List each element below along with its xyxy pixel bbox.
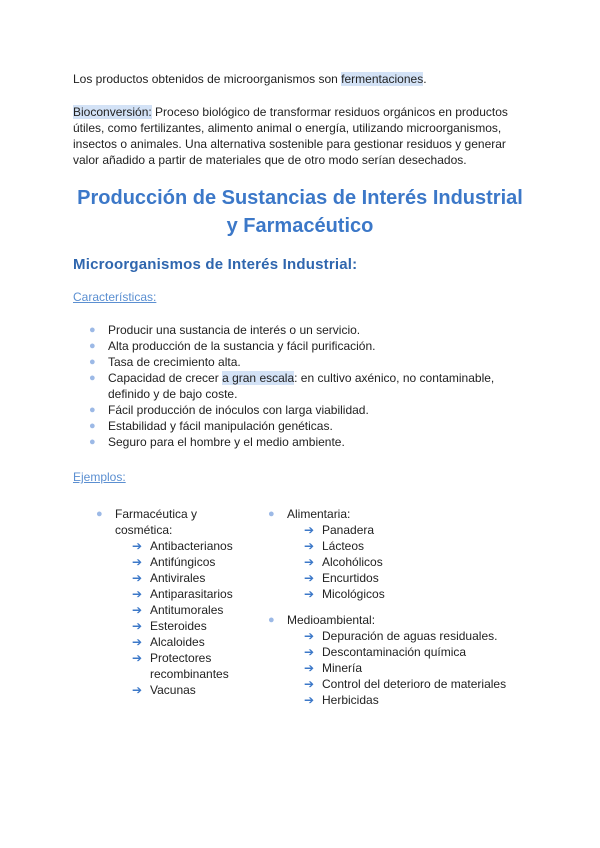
list-item: ➔ Lácteos	[304, 539, 365, 553]
list-item	[268, 612, 548, 708]
arrow-icon: ➔	[304, 555, 315, 569]
list-item: ➔ Descontaminación química	[304, 645, 467, 659]
bullet-icon: ●	[89, 436, 96, 448]
bullet-icon: ●	[268, 614, 275, 626]
arrow-icon: ➔	[304, 693, 315, 707]
arrow-icon: ➔	[304, 587, 315, 601]
list-item	[268, 506, 548, 602]
ejemplos-label: Ejemplos:	[73, 470, 126, 484]
caracteristicas-list	[89, 322, 519, 450]
list-item: ➔ Control del deterioro de materiales	[304, 677, 507, 691]
list-item: ➔ Panadera	[304, 523, 375, 537]
bullet-icon: ●	[89, 420, 96, 432]
list-item: ➔ Micológicos	[304, 587, 385, 601]
highlight-fermentaciones: fermentaciones	[341, 72, 424, 86]
list-item: ➔ Vacunas	[132, 683, 196, 697]
bullet-icon: ●	[89, 340, 96, 352]
list-item: ➔ Alcaloides	[132, 635, 205, 649]
alimentaria-label: Alimentaria:	[287, 507, 351, 521]
arrow-icon: ➔	[304, 677, 315, 691]
arrow-icon: ➔	[132, 635, 143, 649]
medioambiental-label: Medioambiental:	[287, 613, 376, 627]
arrow-icon: ➔	[132, 555, 143, 569]
arrow-icon: ➔	[304, 571, 315, 585]
intro-paragraph	[73, 71, 533, 87]
farmaceutica-label: Farmacéutica y cosmética:	[115, 507, 198, 537]
list-item: ➔ Antibacterianos	[132, 539, 233, 553]
list-item: ● Estabilidad y fácil manipulación genéticas.	[89, 419, 333, 433]
bullet-icon: ●	[89, 324, 96, 336]
bioconversion-paragraph	[73, 104, 533, 168]
title-line-1: Producción de Sustancias de Interés Industrial	[77, 187, 523, 209]
arrow-icon: ➔	[304, 645, 315, 659]
bioconversion-definition: Proceso biológico de transformar residuos orgánicos en productos útiles, como fertilizantes, alimento animal o energía, utilizando microorganismos, insectos o animales. Una alternativa sostenible para gestionar residuos y generar valor añadido a partir de materiales que de otro modo serían desechados.	[73, 105, 508, 167]
section-heading: Microorganismos de Interés Industrial:	[73, 256, 358, 273]
list-item: ● Alta producción de la sustancia y fácil purificación.	[89, 339, 376, 353]
list-item: ➔ Antiparasitarios	[132, 587, 233, 601]
list-item: ➔ Antifúngicos	[132, 555, 216, 569]
arrow-icon: ➔	[132, 539, 143, 553]
title-line-2: y Farmacéutico	[226, 215, 374, 237]
list-item: ● Fácil producción de inóculos con larga viabilidad.	[89, 403, 369, 417]
list-item: ➔ Esteroides	[132, 619, 207, 633]
bioconversion-term: Bioconversión:	[73, 105, 152, 119]
page-title	[40, 184, 560, 240]
list-item: ● Seguro para el hombre y el medio ambiente.	[89, 435, 345, 449]
alimentaria-group	[268, 506, 548, 602]
arrow-icon: ➔	[132, 619, 143, 633]
arrow-icon: ➔	[304, 523, 315, 537]
arrow-icon: ➔	[304, 661, 315, 675]
list-item: ➔ Protectores recombinantes	[132, 651, 229, 681]
arrow-icon: ➔	[132, 603, 143, 617]
arrow-icon: ➔	[132, 651, 143, 665]
arrow-icon: ➔	[304, 539, 315, 553]
list-item: ➔ Antivirales	[132, 571, 206, 585]
list-item: ● Capacidad de crecer a gran escala: en cultivo axénico, no contaminable, definido y de bajo coste.	[89, 371, 495, 401]
list-item: ➔ Encurtidos	[304, 571, 379, 585]
intro-text: Los productos obtenidos de microorganismos son	[73, 72, 342, 86]
bullet-icon: ●	[89, 404, 96, 416]
list-item: ➔ Herbicidas	[304, 693, 379, 707]
medioambiental-group	[268, 612, 548, 708]
arrow-icon: ➔	[132, 571, 143, 585]
arrow-icon: ➔	[132, 683, 143, 697]
list-item: ➔ Minería	[304, 661, 363, 675]
medioambiental-list	[304, 628, 548, 708]
caracteristicas-label: Características:	[73, 290, 157, 304]
arrow-icon: ➔	[132, 587, 143, 601]
highlight-gran-escala: a gran escala	[222, 371, 295, 385]
list-item: ● Tasa de crecimiento alta.	[89, 355, 241, 369]
list-item	[96, 506, 246, 698]
farmaceutica-list	[132, 538, 244, 698]
intro-period: .	[423, 72, 427, 86]
bullet-icon: ●	[268, 508, 275, 520]
bullet-icon: ●	[89, 372, 96, 384]
bullet-icon: ●	[89, 356, 96, 368]
bullet-icon: ●	[96, 508, 103, 520]
list-item: ➔ Alcohólicos	[304, 555, 383, 569]
list-item: ➔ Antitumorales	[132, 603, 224, 617]
arrow-icon: ➔	[304, 629, 315, 643]
alimentaria-list	[304, 522, 548, 602]
list-item: ➔ Depuración de aguas residuales.	[304, 629, 498, 643]
list-item: ● Producir una sustancia de interés o un servicio.	[89, 323, 361, 337]
farmaceutica-group	[96, 506, 246, 698]
